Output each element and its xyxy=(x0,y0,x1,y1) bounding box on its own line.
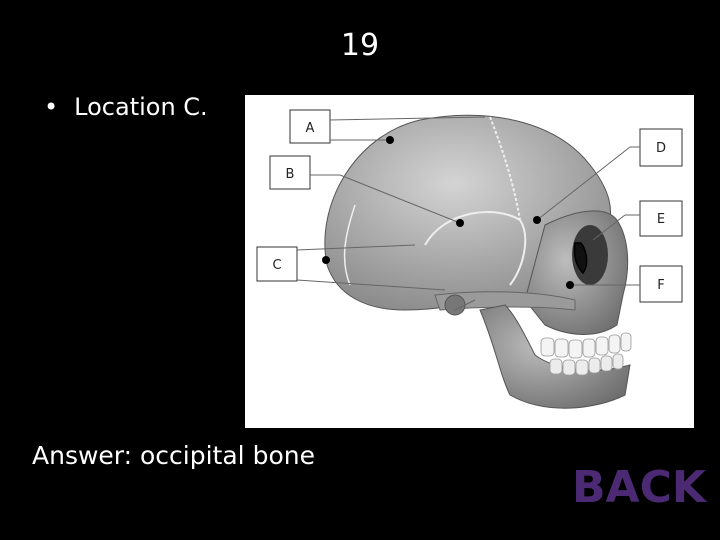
label-box-d xyxy=(640,129,682,166)
label-box-c xyxy=(257,247,297,281)
label-a: A xyxy=(305,121,315,136)
bullet-dot-icon: • xyxy=(44,93,59,121)
dot-d xyxy=(533,216,541,224)
bullet-text: Location C. xyxy=(74,93,208,121)
label-e: E xyxy=(656,212,666,227)
answer-text: Answer: occipital bone xyxy=(32,441,315,470)
slide-title: 19 xyxy=(340,28,380,63)
dot-c xyxy=(322,256,330,264)
label-f: F xyxy=(657,278,665,293)
bullet-item xyxy=(44,93,208,121)
label-box-e xyxy=(640,201,682,236)
ear-canal xyxy=(445,295,465,315)
label-box-a xyxy=(290,110,330,143)
label-box-f xyxy=(640,266,682,302)
label-d: D xyxy=(655,141,667,156)
skull-illustration xyxy=(245,95,694,428)
back-button[interactable]: BACK xyxy=(572,462,706,513)
dot-a xyxy=(386,136,394,144)
dot-b xyxy=(456,219,464,227)
skull-diagram xyxy=(245,95,694,428)
label-b: B xyxy=(285,167,295,182)
label-box-b xyxy=(270,156,310,189)
dot-f xyxy=(566,281,574,289)
label-c: C xyxy=(272,258,282,273)
